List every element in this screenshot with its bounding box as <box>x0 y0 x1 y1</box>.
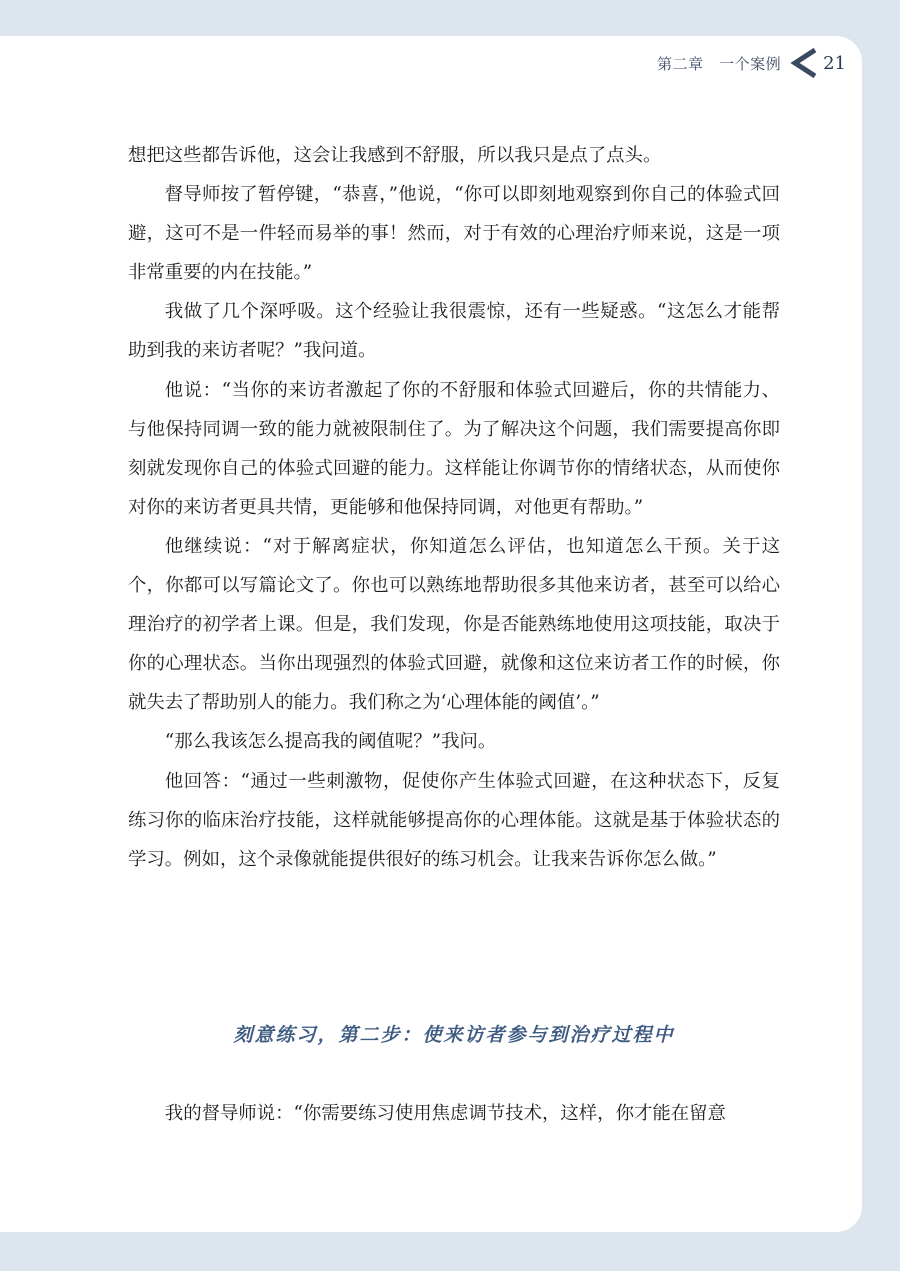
page-number: 21 <box>823 52 846 74</box>
paragraph-3: 我做了几个深呼吸。这个经验让我很震惊，还有一些疑惑。“这怎么才能帮助到我的来访者呢？”我问道。 <box>128 301 780 362</box>
paragraph-4: 他说：“当你的来访者激起了你的不舒服和体验式回避后，你的共情能力、与他保持同调一致的能力就被限制住了。为了解决这个问题，我们需要提高你即刻就发现你自己的体验式回避的能力。这样能让你调节你的情绪状态，从而使你对你的来访者更具共情，更能够和他保持同调，对他更有帮助。” <box>128 379 780 518</box>
paragraph-1: 想把这些都告诉他，这会让我感到不舒服，所以我只是点了点头。 <box>128 145 662 166</box>
section-heading: 刻意练习，第二步：使来访者参与到治疗过程中 <box>233 1024 675 1046</box>
paragraph-2: 督导师按了暂停键，“恭喜，”他说，“你可以即刻地观察到你自己的体验式回避，这可不是一件轻而易举的事！然而，对于有效的心理治疗师来说，这是一项非常重要的内在技能。” <box>128 184 780 284</box>
paragraph-8: 我的督导师说：“你需要练习使用焦虑调节技术，这样，你才能在留意 <box>164 1103 726 1124</box>
paragraph-5: 他继续说：“对于解离症状，你知道怎么评估，也知道怎么干预。关于这个，你都可以写篇论文了。你也可以熟练地帮助很多其他来访者，甚至可以给心理治疗的初学者上课。但是，我们发现，你是否能熟练地使用这项技能，取决于你的心理状态。当你出现强烈的体验式回避，就像和这位来访者工作的时候，你就失去了帮助别人的能力。我们称之为‘心理体能的阈值’。” <box>128 535 780 714</box>
chapter-title: 第二章 一个案例 <box>657 54 782 73</box>
paragraph-7: 他回答：“通过一些刺激物，促使你产生体验式回避，在这种状态下，反复练习你的临床治疗技能，这样就能够提高你的心理体能。这就是基于体验状态的学习。例如，这个录像就能提供很好的练习机会。让我来告诉你怎么做。” <box>128 770 780 870</box>
left-chevron-icon <box>787 46 821 80</box>
running-head <box>657 46 846 80</box>
body-text <box>128 136 780 879</box>
paragraph-6: “那么我该怎么提高我的阈值呢？”我问。 <box>164 731 497 753</box>
